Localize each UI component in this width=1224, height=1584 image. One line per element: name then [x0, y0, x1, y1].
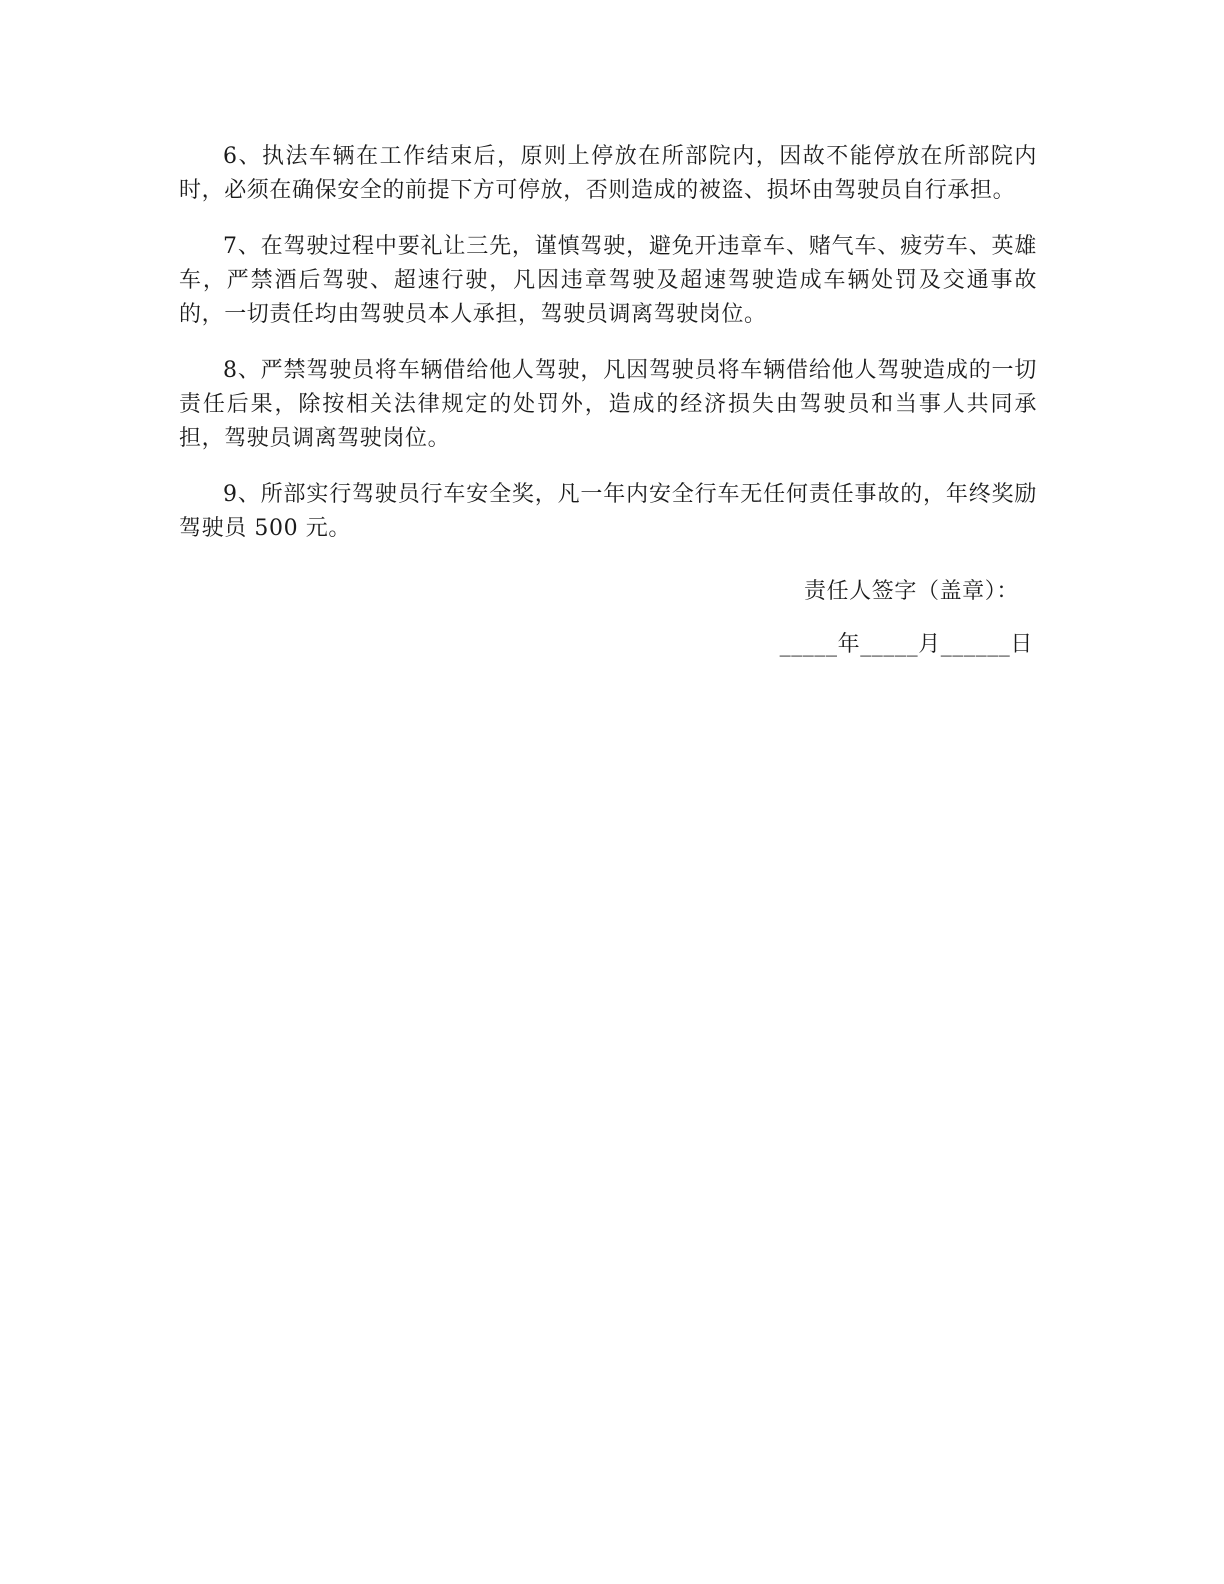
clause-8-paragraph: 8、严禁驾驶员将车辆借给他人驾驶，凡因驾驶员将车辆借给他人驾驶造成的一切责任后果，除按相关法律规定的处罚外，造成的经济损失由驾驶员和当事人共同承担，驾驶员调离驾驶岗位。 — [179, 358, 1037, 451]
clause-7-paragraph: 7、在驾驶过程中要礼让三先，谨慎驾驶，避免开违章车、赌气车、疲劳车、英雄车，严禁酒后驾驶、超速行驶，凡因违章驾驶及超速驾驶造成车辆处罚及交通事故的，一切责任均由驾驶员本人承担，驾驶员调离驾驶岗位。 — [179, 234, 1037, 327]
clause-9-paragraph: 9、所部实行驾驶员行车安全奖，凡一年内安全行车无任何责任事故的，年终奖励驾驶员 500 元。 — [179, 482, 1037, 541]
date-line: _____年_____月______日 — [779, 632, 1033, 657]
document-body — [179, 140, 1037, 568]
signature-label: 责任人签字（盖章）： — [803, 579, 1019, 604]
clause-6-paragraph: 6、执法车辆在工作结束后，原则上停放在所部院内，因故不能停放在所部院内时，必须在确保安全的前提下方可停放，否则造成的被盗、损坏由驾驶员自行承担。 — [179, 144, 1037, 203]
